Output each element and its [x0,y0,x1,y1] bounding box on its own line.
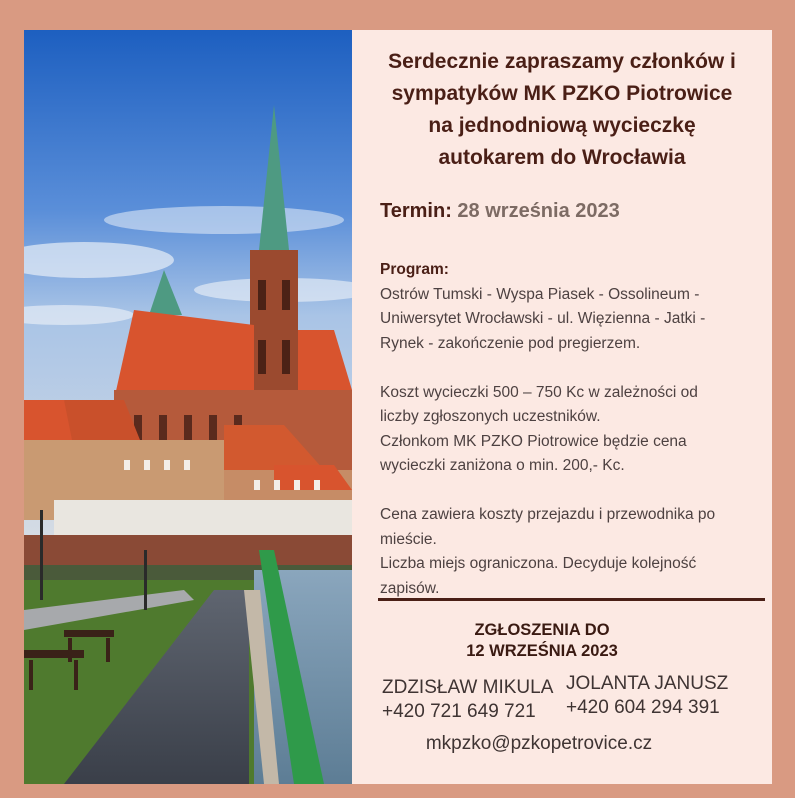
contact-name: JOLANTA JANUSZ [566,673,729,694]
invitation-title [352,46,772,174]
termin-label: Termin: [380,200,452,222]
cost-line: Koszt wycieczki 500 – 750 Kc w zależności od [380,383,698,401]
deadline-line: ZGŁOSZENIA DO [474,621,610,639]
cost-line: Członkom MK PZKO Piotrowice będzie cena [380,432,687,450]
program-line: Uniwersytet Wrocławski - ul. Więzienna - Jatki - [380,310,706,327]
program-line: Rynek - zakończenie pod pregierzem. [380,334,641,352]
invitation-body [380,258,752,601]
wroclaw-cathedral-photo [24,30,352,784]
info-line: Cena zawiera koszty przejazdu i przewodnika po [380,506,716,523]
termin-date: 28 września 2023 [457,200,620,222]
cost-line: liczby zgłoszonych uczestników. [380,408,601,425]
info-line: zapisów. [380,579,440,597]
contact-phone[interactable]: +420 721 649 721 [382,701,536,722]
spacer [380,356,752,381]
contact-phone[interactable]: +420 604 294 391 [566,697,720,718]
info-line: Liczba miejs ograniczona. Decyduje kolejność [380,555,697,572]
title-line: na jednodniową wycieczkę [428,114,696,137]
divider [378,598,765,601]
program-heading: Program: [380,261,449,278]
info-line: mieście. [380,530,437,548]
spacer [380,479,752,504]
program-line: Ostrów Tumski - Wyspa Piasek - Ossolineum - [380,285,700,303]
contact-mikula [382,676,553,724]
title-line: Serdecznie zapraszamy członków i [388,50,736,73]
title-line: sympatyków MK PZKO Piotrowice [391,82,733,105]
title-line: autokarem do Wrocławia [438,146,686,169]
contact-email[interactable]: mkpzko@pzkopetrovice.cz [425,733,653,754]
cathedral-illustration [24,30,352,784]
cost-line: wycieczki zaniżona o min. 200,- Kc. [380,457,625,474]
contact-name: ZDZISŁAW MIKULA [382,677,554,698]
invitation-panel [352,30,772,784]
trip-date [380,200,620,223]
deadline-line: 12 WRZEŚNIA 2023 [466,642,618,660]
registration-deadline [352,620,732,662]
contact-janusz [566,672,728,720]
